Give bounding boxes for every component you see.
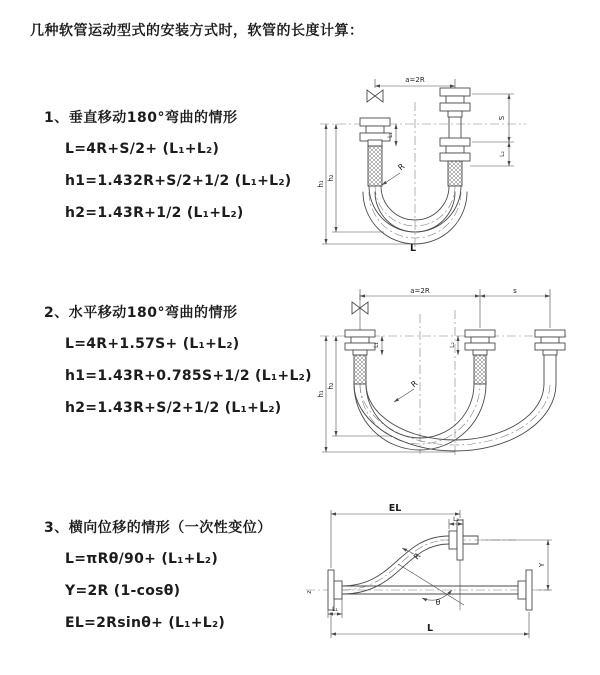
section-2-formula-h2: h2=1.43R+S/2+1/2 (L₁+L₂) (65, 400, 282, 416)
section-3-formula-L: L=πRθ/90+ (L₁+L₂) (65, 551, 219, 567)
section-1-formula-L: L=4R+S/2+ (L₁+L₂) (65, 141, 220, 157)
radius-label: R (396, 161, 407, 173)
dim-label-l1: L₁ (373, 342, 380, 348)
section-1-heading: 1、垂直移动180°弯曲的情形 (44, 110, 238, 126)
section-3-formula-Y: Y=2R (1-cosθ) (65, 583, 181, 599)
radius-label: R (411, 551, 423, 562)
dim-label-h1: h₁ (317, 390, 325, 398)
dim-label-l: L (426, 623, 434, 634)
section-2 (44, 298, 312, 424)
section-1-formula-h1: h1=1.432R+S/2+1/2 (L₁+L₂) (65, 173, 292, 189)
flange-1 (345, 330, 375, 384)
dim-label-s: s (513, 287, 517, 295)
valve-icon (367, 90, 383, 102)
dim-label-h2: h₂ (327, 174, 335, 182)
dim-label-s: S (498, 115, 506, 121)
angle-label: θ (435, 598, 441, 607)
dim-label-a2r: a=2R (405, 76, 425, 84)
dim-label-h1: h₁ (317, 180, 325, 188)
dim-label-l2: L₂ (499, 151, 506, 157)
right-flange-positions (440, 88, 470, 186)
radius-label: R (409, 378, 420, 390)
dim-label-l2: L₂ (449, 342, 456, 348)
dim-label-y: Y (538, 562, 546, 568)
left-flange (328, 570, 342, 610)
flange-2 (465, 330, 495, 384)
section-3-formula-EL: EL=2Rsinθ+ (L₁+L₂) (65, 615, 226, 631)
section-2-formula-L: L=4R+1.57S+ (L₁+L₂) (65, 336, 240, 352)
dim-label-a2r: a=2R (410, 287, 430, 295)
centerlines (320, 102, 526, 248)
dimensions (328, 510, 552, 638)
dimension-labels (317, 76, 506, 254)
diagram-vertical-180-bend (312, 74, 592, 254)
dim-label-el: EL (388, 503, 402, 514)
right-flange (518, 570, 532, 610)
page-title: 几种软管运动型式的安装方式时，软管的长度计算： (30, 23, 364, 39)
centerlines (306, 540, 550, 610)
dim-label-l2: L₂ (453, 516, 459, 523)
dim-label-h2: h₂ (327, 382, 335, 390)
flange-3 (535, 330, 565, 384)
section-2-heading: 2、水平移动180°弯曲的情形 (44, 305, 238, 321)
length-label: L (409, 243, 417, 254)
axis-marker: z (306, 590, 313, 594)
section-3 (44, 513, 272, 639)
diagram-lateral-displacement (300, 502, 590, 644)
section-1 (44, 103, 292, 229)
dim-label-l1: L₁ (387, 132, 394, 138)
left-flange (360, 118, 390, 186)
dimensions (322, 79, 514, 244)
dim-label-l1: L₁ (332, 606, 338, 613)
section-1-formula-h2: h2=1.43R+1/2 (L₁+L₂) (65, 205, 244, 221)
section-3-heading: 3、横向位移的情形（一次性变位） (44, 520, 272, 536)
section-2-formula-h1: h1=1.43R+0.785S+1/2 (L₁+L₂) (65, 368, 312, 384)
hose-curves (342, 536, 518, 605)
diagram-horizontal-180-bend (312, 284, 592, 459)
